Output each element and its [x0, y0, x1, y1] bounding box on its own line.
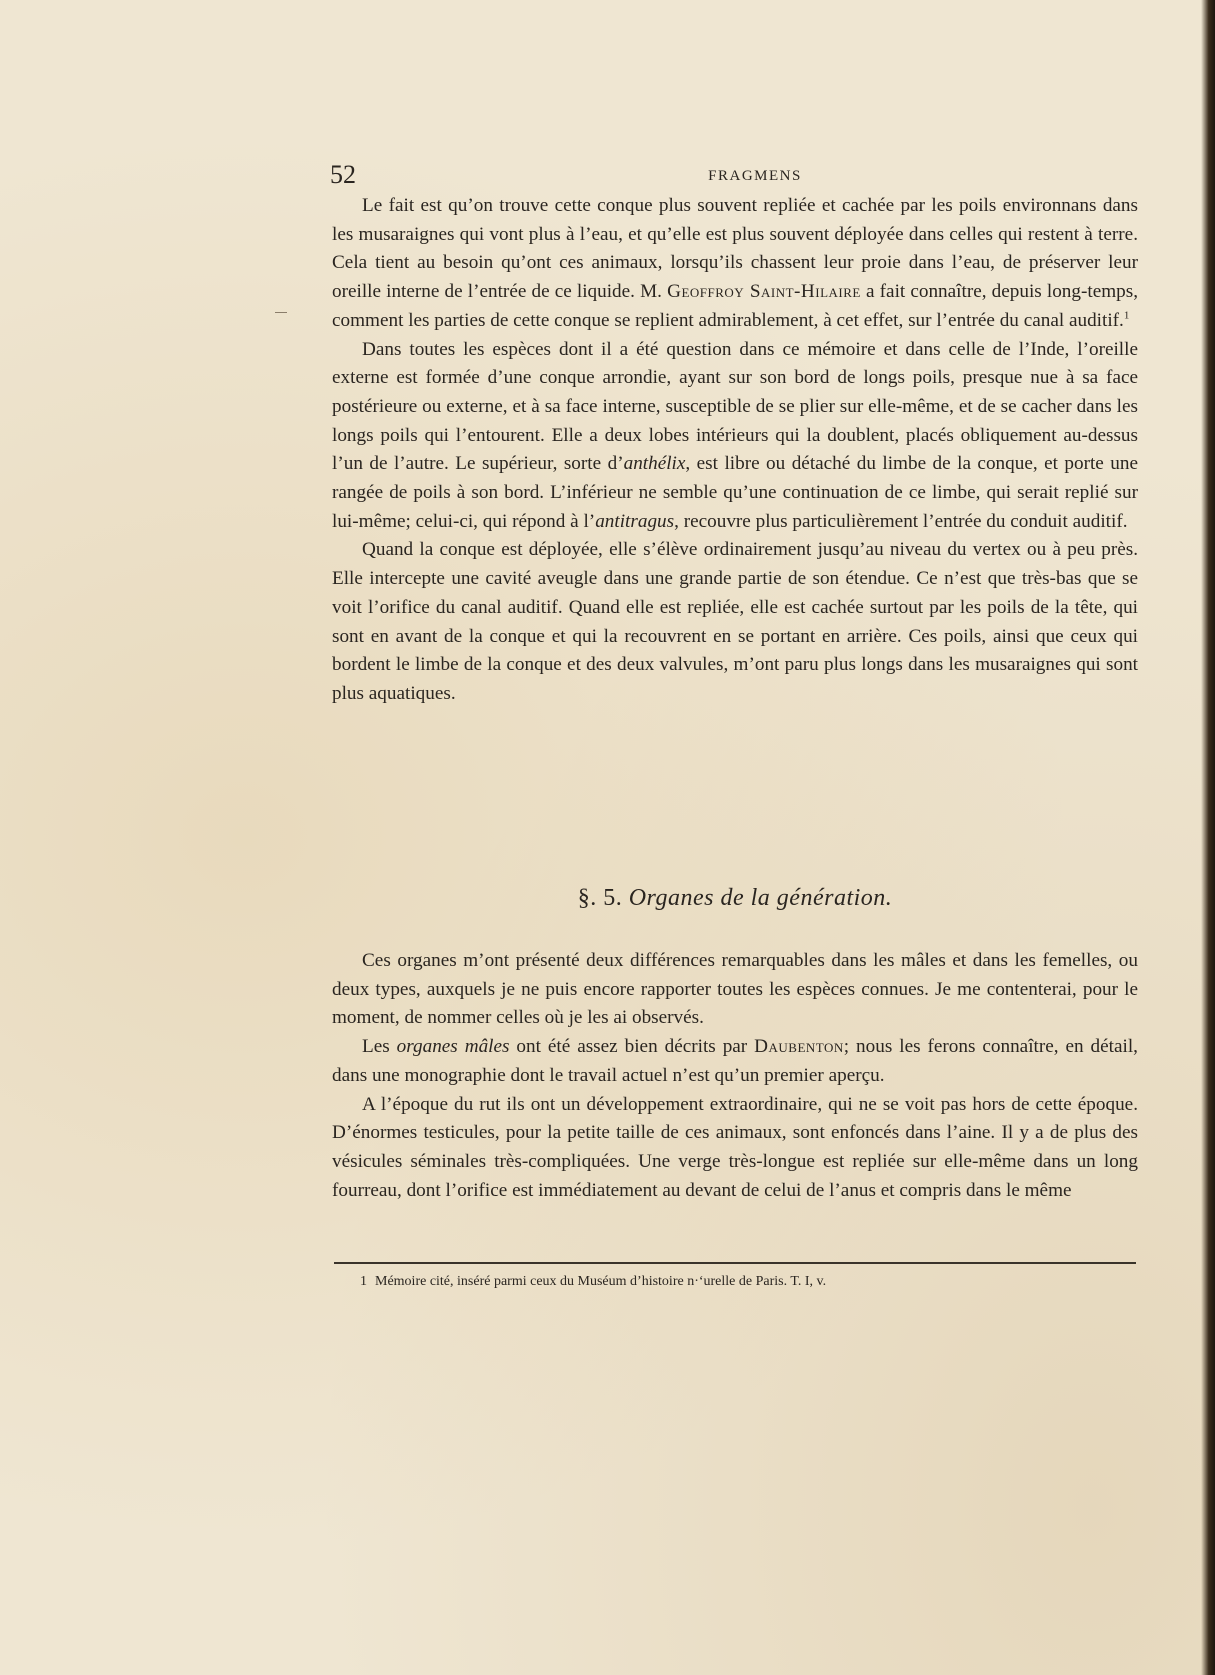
body-text-upper [332, 192, 1138, 709]
paragraph [332, 1091, 1138, 1206]
paragraph [332, 536, 1138, 708]
footnote-mark: 1 [360, 1274, 367, 1289]
italic-term: antitragus [595, 510, 675, 532]
text-run: Le fait est qu’on trouve cette conque plus souvent repliée et cachée par les poils environnans dans les musaraignes qui vont plus à l’eau, et qu’elle est plus souvent déployée dans celles qui restent à terre. Cela tient au besoin qu’ont ces animaux, lorsqu’ils chassent leur proie dans l’eau, de préserver leur oreille interne de l’entrée de ce liquide. M. [332, 195, 1138, 303]
paragraph [332, 336, 1138, 537]
section-number: §. 5. [577, 885, 623, 911]
text-run: , est libre ou détaché du limbe de la conque, et porte une rangée de poils à son bord. L’inférieur ne semble qu’une continuation de ce limbe, qui serait replié sur lui-même; celui-ci, qui répond à l’ [332, 453, 1138, 532]
footnote-rule [334, 1262, 1136, 1264]
text-run: ; nous les ferons connaître, en détail, dans une monographie dont le travail actuel n’est qu’un premier aperçu. [332, 1036, 1138, 1086]
text-run: ont été assez bien décrits par [509, 1036, 755, 1058]
text-run: a fait connaître, depuis long-temps, comment les parties de cette conque se replient admirablement, à cet effet, sur l’entrée du canal auditif. [332, 281, 1139, 331]
text-run: Ces organes m’ont présenté deux différences remarquables dans les mâles et dans les femelles, ou deux types, auxquels je ne puis encore rapporter toutes les espèces connues. Je me contenterai, pour le moment, de nommer celles où je les ai observés. [332, 950, 1138, 1029]
section-title: Organes de la génération. [628, 885, 893, 911]
small-caps-name: Geoffroy Saint-Hilaire [667, 281, 861, 303]
text-run: Les [362, 1036, 397, 1058]
footnote-text: Mémoire cité, inséré parmi ceux du Muséum d’histoire n·‘urelle de Paris. T. I, v. [375, 1274, 827, 1289]
italic-term: anthélix [623, 453, 686, 475]
footnote-reference: 1 [1123, 309, 1130, 322]
page-edge-shadow [1201, 0, 1215, 1675]
paragraph [332, 192, 1138, 336]
text-run: Dans toutes les espèces dont il a été question dans ce mémoire et dans celle de l’Inde, l’oreille externe est formée d’une conque arrondie, ayant sur son bord de longs poils, presque nue à sa face postérieure ou externe, et à sa face interne, susceptible de se plier sur elle-même, et de se cacher dans les longs poils qui l’entourent. Elle a deux lobes intérieurs qui la doublent, placés obliquement au-dessus l’un de l’autre. Le supérieur, sorte d’ [332, 338, 1138, 475]
text-run: A l’époque du rut ils ont un développement extraordinaire, qui ne se voit pas hors de cette époque. D’énormes testicules, pour la petite taille de ces animaux, sont enfoncés dans l’aine. Il y a de plus des vésicules séminales très-compliquées. Une verge très-longue est repliée sur elle-même dans un long fourreau, dont l’orifice est immédiatement au devant de celui de l’anus et compris dans le même [332, 1093, 1138, 1201]
text-run: , recouvre plus particulièrement l’entrée du conduit auditif. [674, 510, 1128, 532]
page-header [330, 160, 1140, 190]
paragraph [332, 1033, 1138, 1090]
body-text-lower [332, 947, 1138, 1205]
page-number: 52 [330, 160, 356, 189]
text-run: Quand la conque est déployée, elle s’élève ordinairement jusqu’au niveau du vertex ou à peu près. Elle intercepte une cavité aveugle dans une grande partie de son étendue. Ce n’est que très-bas que se voit l’orifice du canal auditif. Quand elle est repliée, elle est cachée surtout par les poils de la tête, qui sont en avant de la conque et qui la recouvrent en se portant en arrière. Ces poils, ainsi que ceux qui bordent le limbe de la conque et des deux valvules, m’ont paru plus longs dans les musaraignes qui sont plus aquatiques. [332, 539, 1138, 704]
paragraph [332, 947, 1138, 1033]
small-caps-name: Daubenton [754, 1036, 844, 1058]
section-heading [332, 885, 1138, 912]
italic-term: organes mâles [396, 1036, 510, 1058]
margin-mark [275, 312, 287, 313]
footnote [360, 1272, 1120, 1292]
running-head: FRAGMENS [708, 168, 802, 184]
